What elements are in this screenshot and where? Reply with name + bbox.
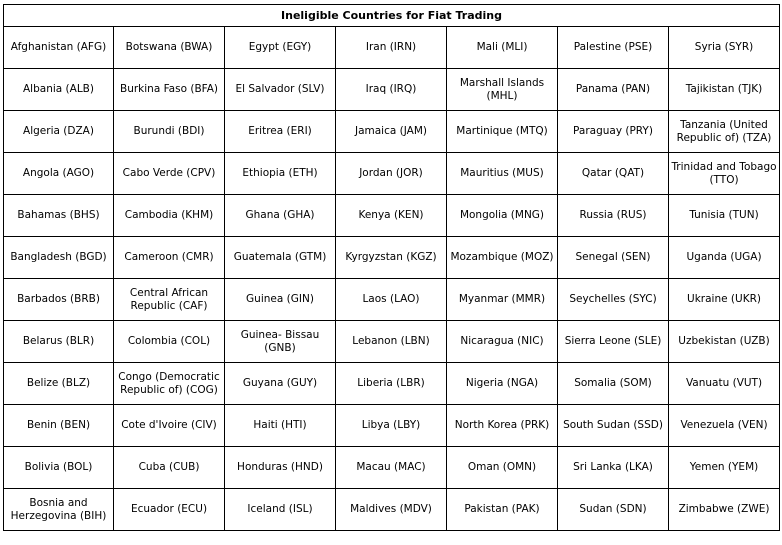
country-cell: Tanzania (United Republic of) (TZA) [669,111,780,153]
country-cell: Haiti (HTI) [225,405,336,447]
country-cell: Macau (MAC) [336,447,447,489]
country-cell: Benin (BEN) [4,405,114,447]
country-cell: Sudan (SDN) [558,489,669,531]
country-cell: Burundi (BDI) [114,111,225,153]
table-row [4,69,780,111]
country-cell: Russia (RUS) [558,195,669,237]
country-cell: El Salvador (SLV) [225,69,336,111]
country-cell: Ukraine (UKR) [669,279,780,321]
country-cell: Central African Republic (CAF) [114,279,225,321]
country-cell: Oman (OMN) [447,447,558,489]
table-body [4,27,780,531]
country-cell: Vanuatu (VUT) [669,363,780,405]
ineligible-countries-table [3,4,780,531]
country-cell: Lebanon (LBN) [336,321,447,363]
country-cell: Pakistan (PAK) [447,489,558,531]
country-cell: Egypt (EGY) [225,27,336,69]
country-cell: Colombia (COL) [114,321,225,363]
country-cell: Sierra Leone (SLE) [558,321,669,363]
country-cell: South Sudan (SSD) [558,405,669,447]
country-cell: Myanmar (MMR) [447,279,558,321]
country-cell: Mauritius (MUS) [447,153,558,195]
country-cell: Kenya (KEN) [336,195,447,237]
country-cell: Senegal (SEN) [558,237,669,279]
country-cell: Tajikistan (TJK) [669,69,780,111]
country-cell: Bolivia (BOL) [4,447,114,489]
country-cell: Martinique (MTQ) [447,111,558,153]
country-cell: Marshall Islands (MHL) [447,69,558,111]
country-cell: Sri Lanka (LKA) [558,447,669,489]
country-cell: Guinea (GIN) [225,279,336,321]
country-cell: Cote d'Ivoire (CIV) [114,405,225,447]
country-cell: Panama (PAN) [558,69,669,111]
country-cell: Palestine (PSE) [558,27,669,69]
country-cell: Honduras (HND) [225,447,336,489]
ineligible-countries-sheet [3,4,779,531]
table-row [4,321,780,363]
country-cell: Uganda (UGA) [669,237,780,279]
country-cell: Tunisia (TUN) [669,195,780,237]
table-row [4,195,780,237]
country-cell: Mozambique (MOZ) [447,237,558,279]
table-row [4,111,780,153]
country-cell: Somalia (SOM) [558,363,669,405]
country-cell: Guyana (GUY) [225,363,336,405]
table-title: Ineligible Countries for Fiat Trading [4,5,780,27]
country-cell: Zimbabwe (ZWE) [669,489,780,531]
country-cell: Ecuador (ECU) [114,489,225,531]
table-row [4,27,780,69]
country-cell: Iceland (ISL) [225,489,336,531]
country-cell: Ghana (GHA) [225,195,336,237]
country-cell: Mongolia (MNG) [447,195,558,237]
country-cell: North Korea (PRK) [447,405,558,447]
table-title-row [4,5,780,27]
country-cell: Guinea- Bissau (GNB) [225,321,336,363]
country-cell: Mali (MLI) [447,27,558,69]
country-cell: Jamaica (JAM) [336,111,447,153]
country-cell: Belarus (BLR) [4,321,114,363]
country-cell: Iran (IRN) [336,27,447,69]
country-cell: Barbados (BRB) [4,279,114,321]
country-cell: Laos (LAO) [336,279,447,321]
table-row [4,363,780,405]
country-cell: Libya (LBY) [336,405,447,447]
country-cell: Jordan (JOR) [336,153,447,195]
country-cell: Seychelles (SYC) [558,279,669,321]
table-row [4,489,780,531]
country-cell: Algeria (DZA) [4,111,114,153]
country-cell: Trinidad and Tobago (TTO) [669,153,780,195]
country-cell: Yemen (YEM) [669,447,780,489]
table-row [4,405,780,447]
country-cell: Iraq (IRQ) [336,69,447,111]
country-cell: Kyrgyzstan (KGZ) [336,237,447,279]
country-cell: Cambodia (KHM) [114,195,225,237]
country-cell: Belize (BLZ) [4,363,114,405]
table-row [4,279,780,321]
table-row [4,153,780,195]
country-cell: Cuba (CUB) [114,447,225,489]
country-cell: Maldives (MDV) [336,489,447,531]
country-cell: Bahamas (BHS) [4,195,114,237]
country-cell: Bangladesh (BGD) [4,237,114,279]
country-cell: Uzbekistan (UZB) [669,321,780,363]
country-cell: Nicaragua (NIC) [447,321,558,363]
country-cell: Burkina Faso (BFA) [114,69,225,111]
table-row [4,237,780,279]
country-cell: Cabo Verde (CPV) [114,153,225,195]
country-cell: Albania (ALB) [4,69,114,111]
country-cell: Venezuela (VEN) [669,405,780,447]
country-cell: Eritrea (ERI) [225,111,336,153]
country-cell: Angola (AGO) [4,153,114,195]
country-cell: Botswana (BWA) [114,27,225,69]
country-cell: Guatemala (GTM) [225,237,336,279]
country-cell: Paraguay (PRY) [558,111,669,153]
table-row [4,447,780,489]
country-cell: Liberia (LBR) [336,363,447,405]
country-cell: Syria (SYR) [669,27,780,69]
country-cell: Cameroon (CMR) [114,237,225,279]
country-cell: Congo (Democratic Republic of) (COG) [114,363,225,405]
country-cell: Afghanistan (AFG) [4,27,114,69]
country-cell: Bosnia and Herzegovina (BIH) [4,489,114,531]
country-cell: Ethiopia (ETH) [225,153,336,195]
country-cell: Nigeria (NGA) [447,363,558,405]
country-cell: Qatar (QAT) [558,153,669,195]
